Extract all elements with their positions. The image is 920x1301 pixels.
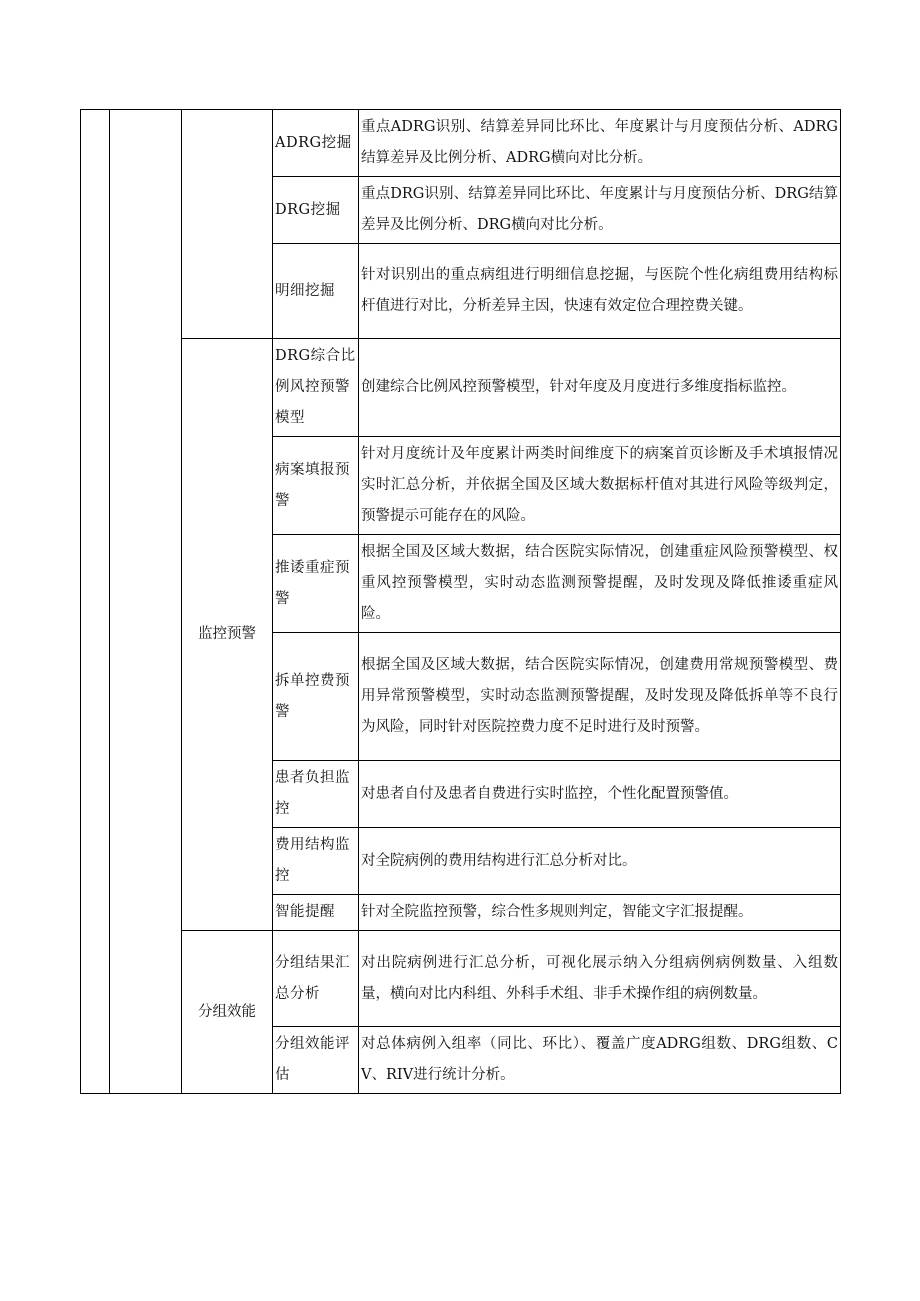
feature-name: DRG挖掘 <box>273 177 359 244</box>
feature-description: 创建综合比例风控预警模型，针对年度及月度进行多维度指标监控。 <box>359 339 841 437</box>
feature-name: 费用结构监控 <box>273 828 359 895</box>
feature-name: 推诿重症预警 <box>273 535 359 633</box>
feature-description: 针对识别出的重点病组进行明细信息挖掘，与医院个性化病组费用结构标杆值进行对比，分析差异主因，快速有效定位合理控费关键。 <box>359 244 841 339</box>
feature-description: 重点DRG识别、结算差异同比环比、年度累计与月度预估分析、DRG结算差异及比例分析、DRG横向对比分析。 <box>359 177 841 244</box>
feature-name: 分组效能评估 <box>273 1027 359 1094</box>
table-row <box>81 339 841 437</box>
blank-column-2 <box>110 110 182 1094</box>
category-monitor: 监控预警 <box>182 339 273 931</box>
table-row <box>81 110 841 177</box>
feature-description: 针对全院监控预警，综合性多规则判定，智能文字汇报提醒。 <box>359 895 841 931</box>
feature-description: 对总体病例入组率（同比、环比）、覆盖广度ADRG组数、DRG组数、CV、RIV进行统计分析。 <box>359 1027 841 1094</box>
feature-name: ADRG挖掘 <box>273 110 359 177</box>
feature-description: 对出院病例进行汇总分析，可视化展示纳入分组病例病例数量、入组数量，横向对比内科组、外科手术组、非手术操作组的病例数量。 <box>359 931 841 1027</box>
table-row <box>81 931 841 1027</box>
feature-name: 拆单控费预警 <box>273 633 359 761</box>
feature-description: 针对月度统计及年度累计两类时间维度下的病案首页诊断及手术填报情况实时汇总分析，并依据全国及区域大数据标杆值对其进行风险等级判定，预警提示可能存在的风险。 <box>359 437 841 535</box>
feature-name: DRG综合比例风控预警模型 <box>273 339 359 437</box>
feature-description: 根据全国及区域大数据，结合医院实际情况，创建重症风险预警模型、权重风控预警模型，实时动态监测预警提醒，及时发现及降低推诿重症风险。 <box>359 535 841 633</box>
feature-description: 对患者自付及患者自费进行实时监控，个性化配置预警值。 <box>359 761 841 828</box>
feature-description: 对全院病例的费用结构进行汇总分析对比。 <box>359 828 841 895</box>
category-cell-empty <box>182 110 273 339</box>
feature-description: 重点ADRG识别、结算差异同比环比、年度累计与月度预估分析、ADRG结算差异及比例分析、ADRG横向对比分析。 <box>359 110 841 177</box>
feature-name: 明细挖掘 <box>273 244 359 339</box>
feature-name: 患者负担监控 <box>273 761 359 828</box>
feature-name: 病案填报预警 <box>273 437 359 535</box>
feature-name: 智能提醒 <box>273 895 359 931</box>
blank-column-1 <box>81 110 110 1094</box>
feature-description: 根据全国及区域大数据，结合医院实际情况，创建费用常规预警模型、费用异常预警模型，实时动态监测预警提醒，及时发现及降低拆单等不良行为风险，同时针对医院控费力度不足时进行及时预警。 <box>359 633 841 761</box>
category-grouping: 分组效能 <box>182 931 273 1094</box>
function-spec-table <box>80 109 841 1094</box>
feature-name: 分组结果汇总分析 <box>273 931 359 1027</box>
